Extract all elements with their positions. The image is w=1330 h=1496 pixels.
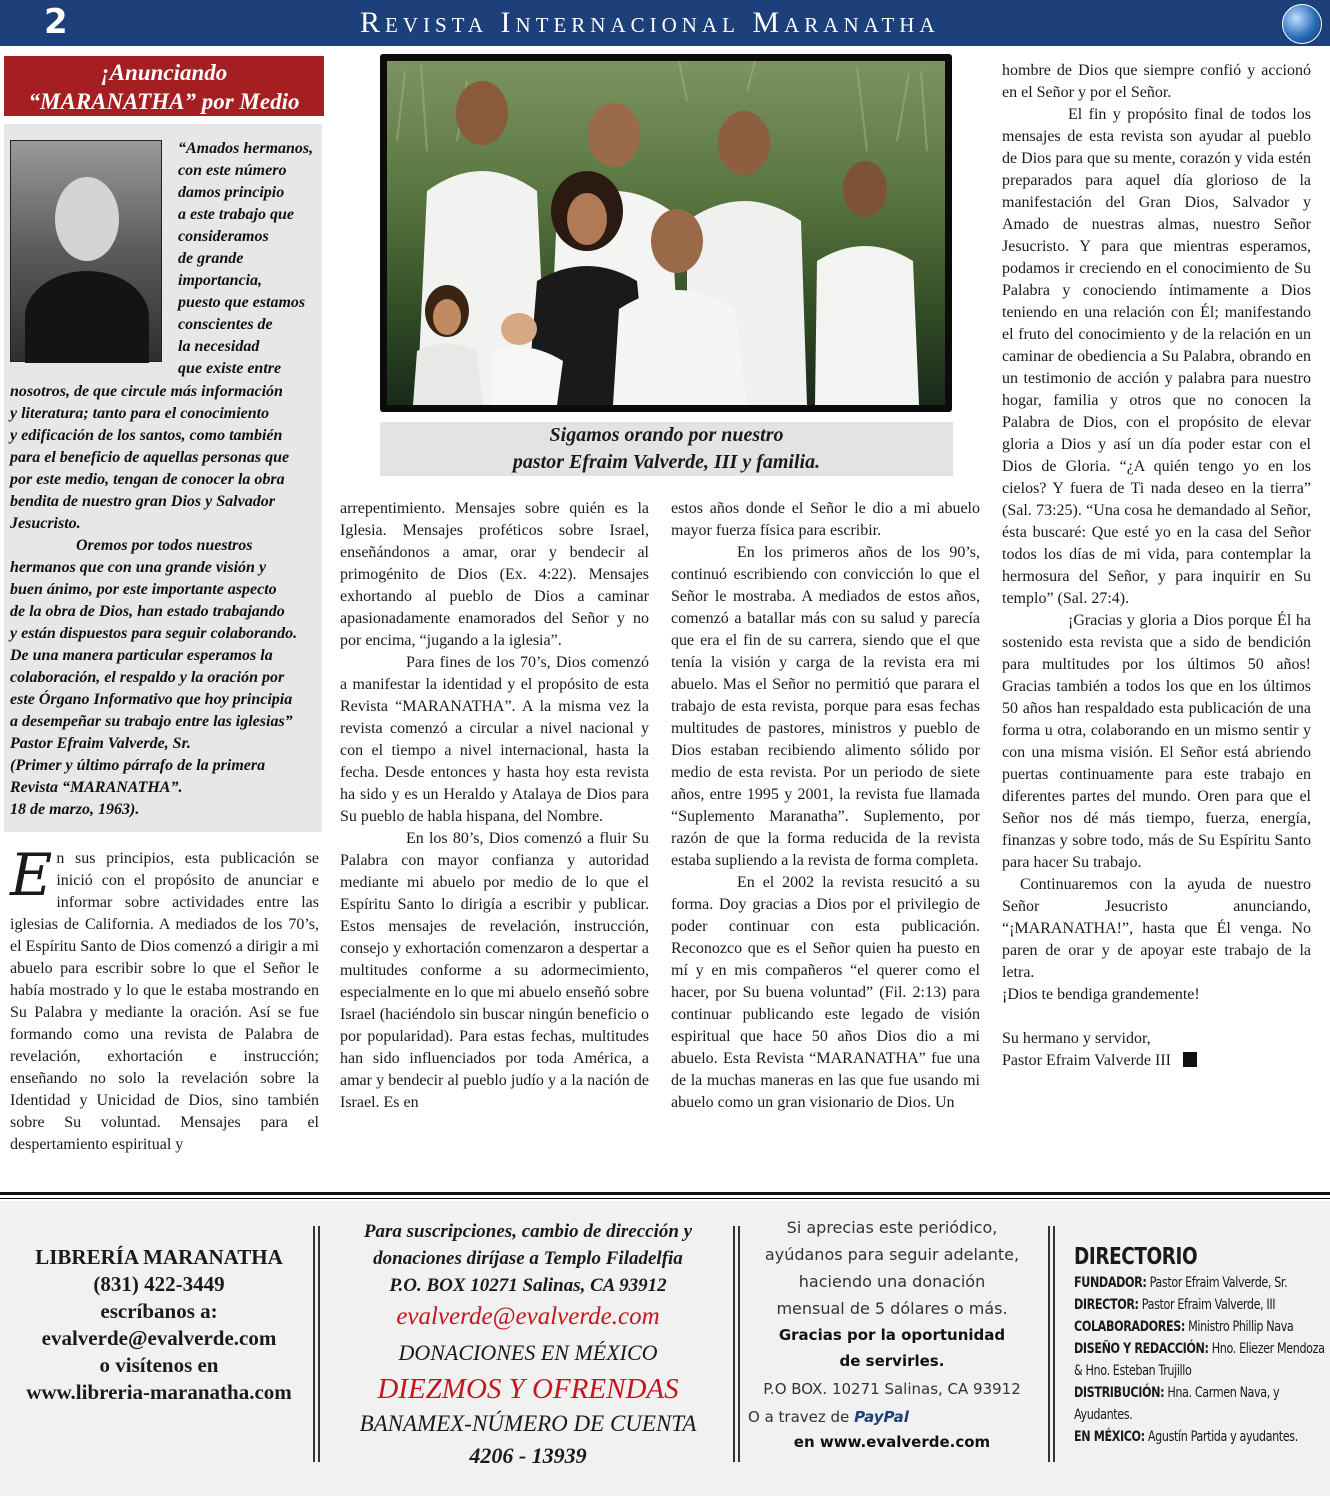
- directory: DIRECTORIO FUNDADOR: Pastor Efraim Valverde, Sr. DIRECTOR: Pastor Efraim Valverde, III COLABORADORES: Ministro Phillip Nava DISEÑO Y REDACCIÓN: Hno. Eliezer Mendoza & Hno. Esteban Trujillo DISTRIBUCIÓN: Hna. Carmen Nava, y Ayudantes. EN MÉXICO: Agustín Partida y ayudantes.: [1074, 1244, 1325, 1445]
- footer-divider: [733, 1226, 740, 1462]
- globe-icon: [1282, 4, 1322, 44]
- donate-website[interactable]: en www.evalverde.com: [793, 1433, 991, 1451]
- footer-rule: [0, 1192, 1330, 1195]
- end-mark: [1183, 1052, 1197, 1067]
- founder-portrait: [10, 140, 162, 362]
- subscription-info: Para suscripciones, cambio de dirección y donaciones diríjase a Templo Filadelfia P.O. BOX 10271 Salinas, CA 93912 evalverde@evalverde.com DONACIONES EN MÉXICO DIEZMOS Y OFRENDAS BANAMEX-NÚMERO DE CUENTA 4206 - 13939: [328, 1218, 728, 1471]
- footer-rule-thin: [0, 1198, 1330, 1199]
- page-number: 2: [44, 2, 68, 42]
- article-col-4: hombre de Dios que siempre confió y accionó en el Señor y por el Señor. El fin y propósito final de todos los mensajes de esta revista son ayudar al pueblo de Dios para que su mente, corazón y vida estén preparados para aquel día glorioso de la manifestación del Gran Dios, Salvador y Amado de nuestras almas, nuestro Señor Jesucristo. Y para que mientras esperamos, podamos ir creciendo en el conocimiento de Su Palabra y conociendo íntimamente a Dios teniendo en una relación con Él; manifestando el fruto del conocimiento y de la relación en un caminar de obediencia a Su Palabra, obrando en un testimonio de acción y palabra para nuestro hogar, familia y otros que no conocen la Palabra de Dios, con el propósito de elevar gloria a Dios y así un día poder estar con el Dios de Gloria. “¿A quién tengo yo en los cielos? Y fuera de Ti nada deseo en la tierra” (Sal. 73:25). “Una cosa he demandado al Señor, ésta buscaré: Que esté yo en la casa del Señor todos los días de mi vida, para contemplar la hermosura del Señor, y para inquirir en Su templo” (Sal. 27:4). ¡Gracias y gloria a Dios porque Él ha sostenido esta revista que a sido de bendición para multitudes por los últimos 50 años! Gracias también a todos los que en los últimos 50 años han respaldado esta publicación de una forma u otra, colaborando en un mismo sentir y con una misma visión. El Señor está abriendo puertas continuamente para este trabajo en diferentes partes del mundo. Oren para que el Señor nos dé más tiempo, fuerza, energía, finanzas y sobre todo, más de Su Espíritu Santo para hacer Su trabajo. Continuaremos con la ayuda de nuestro Señor Jesucristo anunciando, “¡MARANATHA!”, hasta que Él venga. No paren de orar y de apoyar este trabajo de la letra. ¡Dios te bendiga grandemente! Su hermano y servidor, Pastor Efraim Valverde III: [1002, 62, 1311, 1069]
- dropcap: E: [10, 841, 53, 909]
- page-header: [0, 0, 1330, 46]
- article-col-3: estos años donde el Señor le dio a mi abuelo mayor fuerza física para escribir. En los primeros años de los 90’s, continuó escribiendo con convicción lo que el Señor le mostraba. A mediados de estos años, comenzó a batallar más con su salud y parecía que era el fin de su carrera, siendo que el que tenía la visión y carga de la revista era mi abuelo. Mas el Señor no permitió que parara el trabajo de esta revista, porque para esas fechas multitudes de pastores, ministros y pueblo de Dios estaban recibiendo alimento sólido por medio de esta revista. Por un periodo de siete años, entre 1995 y 2001, la revista fue llamada “Suplemento Maranatha”. Suplemento, por razón de que la forma reducida de la revista estaba supliendo a la revista de forma completa. En el 2002 la revista resucitó a su forma. Doy gracias a Dios por el privilegio de poder continuar con esta publicación. Reconozco que es el Señor quien ha puesto en mí y en mis compañeros “el querer como el hacer, por Su buena voluntad” (Fil. 2:13) para continuar publicando este legado de visión espiritual que hace 50 años Dios dio a mi abuelo. Esta Revista “MARANATHA” fue una de la muchas maneras en las que fue usando mi abuelo como un gran visionario de Dios. Un: [671, 500, 980, 1111]
- sidebar-title: ¡Anunciando “MARANATHA” por Medio: [4, 56, 324, 116]
- quote-full: nosotros, de que circule más información y literatura; tanto para el conocimiento y edificación de los santos, como también para el beneficio de aquellas personas que por este medio, tengan de conocer la obra bendita de nuestro gran Dios y Salvador Jesucristo. Oremos por todos nuestros hermanos que con una grande visión y buen ánimo, por este importante aspecto de la obra de Dios, han estado trabajando y están dispuestos para seguir colaborando. De una manera particular esperamos la colaboración, el respaldo y la oración por este Órgano Informativo que hoy principia a desempeñar su trabajo entre las iglesias” Pastor Efraim Valverde, Sr. (Primer y último párrafo de la primera Revista “MARANATHA”. 18 de marzo, 1963).: [10, 383, 298, 818]
- footer-divider: [1048, 1226, 1055, 1462]
- article-col-1: En sus principios, esta publicación se inició con el propósito de anunciar e informar sobre actividades entre las iglesias de California. A mediados de los 70’s, el Espíritu Santo de Dios comenzó a dirigir a mi abuelo para escribir sobre lo que el Señor le había mostrado y lo que le estaba mostrando en Su Palabra y mediante la oración. Así se fue formando como una revista de Palabra de revelación, exhortación e instrucción; enseñando no solo la revelación sobre la Identidad y Unicidad de Dios, sino también sobre Su voluntad. Mensajes para el despertamiento espiritual y: [10, 841, 319, 1153]
- libreria-info: LIBRERÍA MARANATHA (831) 422-3449 escríbanos a: evalverde@evalverde.com o visítenos en www.libreria-maranatha.com: [14, 1244, 304, 1406]
- article-col-2: arrepentimiento. Mensajes sobre quién es la Iglesia. Mensajes proféticos sobre Israel, enseñándonos a amar, orar y bendecir al primogénito de Dios (Ex. 4:22). Mensajes exhortando al pueblo de Dios a caminar apasionadamente enamorados del Señor y no por encima, “jugando a la iglesia”. Para fines de los 70’s, Dios comenzó a manifestar la identidad y el propósito de esta Revista “MARANATHA”. A la misma vez la revista comenzó a circular a nivel nacional y con el tiempo a nivel internacional, hasta la fecha. Desde entonces y hasta hoy esta revista ha sido y es un Heraldo y Atalaya de Dios para Su pueblo de habla hispana, del Nombre. En los 80’s, Dios comenzó a fluir Su Palabra con mayor confianza y autoridad mediante mi abuelo por medio de lo que el Espíritu Santo lo dirigía a escribir y publicar. Estos mensajes de revelación, instrucción, consejo y exhortación comenzaron a despertar a multitudes conforme a su adormecimiento, especialmente en lo que mi abuelo enseñó sobre Israel (haciéndolo sin buscar ningún beneficio o por popularidad). Para estas fechas, multitudes han sido influenciados por toda América, a amar y bendecir al pueblo judío y a la nación de Israel. Es en: [340, 500, 649, 1111]
- quote-right: “Amados hermanos, con este número damos principio a este trabajo que consideramos de grande importancia, puesto que estamos conscientes de la necesidad que existe entre: [178, 140, 314, 377]
- donation-info: Si aprecias este periódico, ayúdanos para seguir adelante, haciendo una donación mensual de 5 dólares o más. Gracias por la oportunidad de servirles. P.O BOX. 10271 Salinas, CA 93912 O a travez de PayPal en www.evalverde.com: [744, 1214, 1040, 1454]
- masthead: Revista Internacional Maranatha: [360, 6, 940, 39]
- subscription-email[interactable]: evalverde@evalverde.com: [396, 1303, 660, 1330]
- libreria-website[interactable]: www.libreria-maranatha.com: [26, 1380, 292, 1404]
- photo-caption: Sigamos orando por nuestro pastor Efraim Valverde, III y familia.: [380, 422, 953, 476]
- paypal-logo[interactable]: PayPal: [854, 1408, 909, 1426]
- family-photo: [380, 54, 952, 412]
- libreria-email[interactable]: evalverde@evalverde.com: [41, 1326, 277, 1350]
- footer-divider: [313, 1226, 320, 1462]
